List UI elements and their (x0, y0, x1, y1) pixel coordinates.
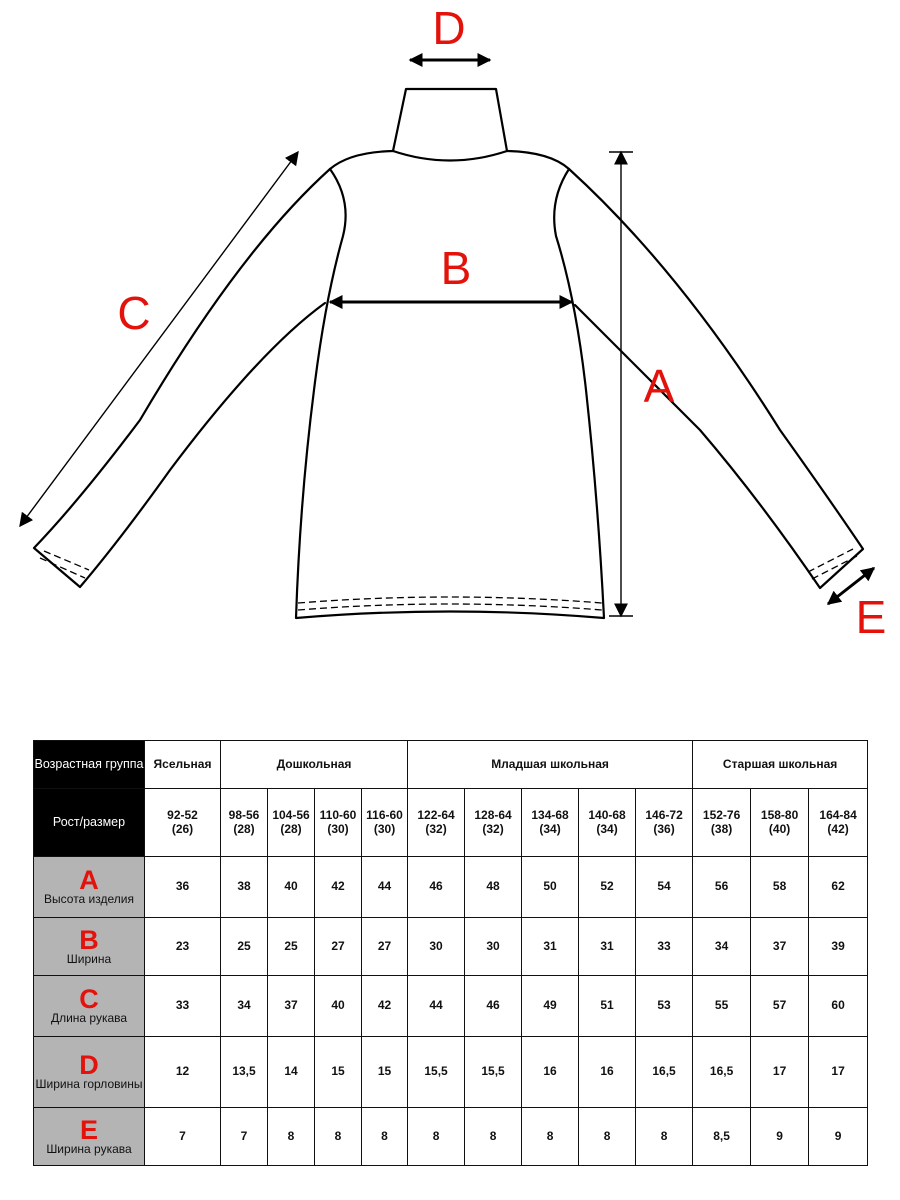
value-cell: 48 (465, 857, 522, 918)
measure-label (34, 1037, 145, 1108)
size-height: 140-68 (588, 807, 626, 822)
value-cell: 33 (145, 976, 221, 1037)
group-senior-school: Старшая школьная (693, 741, 868, 789)
value-cell: 50 (522, 857, 579, 918)
size-height: 104-56 (272, 807, 310, 822)
value-cell: 57 (751, 976, 809, 1037)
value-cell: 40 (268, 857, 315, 918)
size-number: (30) (327, 821, 349, 836)
size-row (34, 789, 868, 857)
value-cell: 8 (522, 1108, 579, 1166)
size-cell (579, 789, 636, 857)
group-row (34, 741, 868, 789)
value-cell: 54 (636, 857, 693, 918)
value-cell: 37 (751, 918, 809, 976)
size-height: 164-84 (819, 807, 857, 822)
size-table (33, 740, 868, 1166)
measure-label (34, 857, 145, 918)
measure-row-c (34, 976, 868, 1037)
value-cell: 16,5 (693, 1037, 751, 1108)
value-cell: 17 (751, 1037, 809, 1108)
value-cell: 38 (221, 857, 268, 918)
size-number: (36) (653, 821, 675, 836)
label-c: C (117, 287, 151, 339)
size-number: (34) (596, 821, 618, 836)
value-cell: 8 (268, 1108, 315, 1166)
size-number: (32) (482, 821, 504, 836)
size-number: (42) (827, 821, 849, 836)
size-cell (465, 789, 522, 857)
value-cell: 60 (809, 976, 868, 1037)
value-cell: 39 (809, 918, 868, 976)
value-cell: 52 (579, 857, 636, 918)
value-cell: 8 (579, 1108, 636, 1166)
value-cell: 62 (809, 857, 868, 918)
measure-label (34, 918, 145, 976)
size-height: 98-56 (228, 807, 260, 822)
value-cell: 46 (465, 976, 522, 1037)
age-group-label: Возрастная группа (34, 741, 145, 789)
value-cell: 25 (268, 918, 315, 976)
value-cell: 8 (465, 1108, 522, 1166)
value-cell: 31 (579, 918, 636, 976)
value-cell: 34 (693, 918, 751, 976)
measure-letter: C (79, 984, 99, 1015)
value-cell: 27 (362, 918, 408, 976)
value-cell: 27 (315, 918, 362, 976)
measure-row-e (34, 1108, 868, 1166)
value-cell: 8,5 (693, 1108, 751, 1166)
measure-row-b (34, 918, 868, 976)
label-e: E (855, 591, 887, 643)
value-cell: 56 (693, 857, 751, 918)
size-height: 134-68 (531, 807, 569, 822)
value-cell: 9 (751, 1108, 809, 1166)
value-cell: 14 (268, 1037, 315, 1108)
measure-row-a (34, 857, 868, 918)
value-cell: 15,5 (408, 1037, 465, 1108)
size-cell (221, 789, 268, 857)
size-cell (636, 789, 693, 857)
value-cell: 46 (408, 857, 465, 918)
measure-letter: E (79, 1114, 98, 1145)
size-height: 116-60 (366, 807, 403, 822)
size-height: 122-64 (417, 807, 455, 822)
label-d: D (432, 2, 466, 54)
value-cell: 58 (751, 857, 809, 918)
value-cell: 8 (408, 1108, 465, 1166)
value-cell: 36 (145, 857, 221, 918)
value-cell: 33 (636, 918, 693, 976)
size-number: (38) (710, 821, 733, 836)
size-number: (28) (280, 821, 302, 836)
size-height: 128-64 (474, 807, 512, 822)
value-cell: 49 (522, 976, 579, 1037)
value-cell: 15,5 (465, 1037, 522, 1108)
value-cell: 44 (362, 857, 408, 918)
value-cell: 8 (315, 1108, 362, 1166)
measure-label (34, 1108, 145, 1166)
value-cell: 30 (465, 918, 522, 976)
value-cell: 42 (362, 976, 408, 1037)
value-cell: 37 (268, 976, 315, 1037)
value-cell: 7 (221, 1108, 268, 1166)
value-cell: 53 (636, 976, 693, 1037)
measure-name: Ширина рукава (46, 1141, 132, 1156)
value-cell: 31 (522, 918, 579, 976)
size-height: 152-76 (702, 807, 741, 822)
value-cell: 23 (145, 918, 221, 976)
size-height: 158-80 (760, 807, 799, 822)
value-cell: 30 (408, 918, 465, 976)
group-preschool: Дошкольная (221, 741, 408, 789)
value-cell: 42 (315, 857, 362, 918)
value-cell: 44 (408, 976, 465, 1037)
value-cell: 15 (362, 1037, 408, 1108)
value-cell: 16,5 (636, 1037, 693, 1108)
size-number: (30) (373, 821, 396, 836)
value-cell: 25 (221, 918, 268, 976)
size-number: (34) (539, 821, 561, 836)
value-cell: 8 (362, 1108, 408, 1166)
value-cell: 7 (145, 1108, 221, 1166)
value-cell: 51 (579, 976, 636, 1037)
value-cell: 40 (315, 976, 362, 1037)
size-cell (408, 789, 465, 857)
measure-name: Ширина (66, 951, 112, 966)
size-number: (40) (768, 821, 791, 836)
group-junior-school: Младшая школьная (408, 741, 693, 789)
garment-outline (34, 89, 863, 618)
size-height: 146-72 (645, 807, 683, 822)
group-nursery: Ясельная (145, 741, 221, 789)
value-cell: 12 (145, 1037, 221, 1108)
size-height: 110-60 (319, 807, 357, 822)
value-cell: 8 (636, 1108, 693, 1166)
value-cell: 16 (522, 1037, 579, 1108)
stitch-lines (40, 549, 857, 610)
measure-letter: D (79, 1050, 99, 1081)
arrow-c (20, 152, 298, 526)
size-number: (26) (171, 821, 194, 836)
height-size-label: Рост/размер (34, 789, 145, 857)
size-cell (809, 789, 868, 857)
size-cell (751, 789, 809, 857)
size-cell (315, 789, 362, 857)
value-cell: 16 (579, 1037, 636, 1108)
size-cell (268, 789, 315, 857)
size-cell (693, 789, 751, 857)
measure-row-d (34, 1037, 868, 1108)
value-cell: 15 (315, 1037, 362, 1108)
size-height: 92-52 (167, 807, 198, 822)
measure-letter: B (79, 924, 99, 955)
label-a: A (643, 360, 675, 412)
label-b: B (440, 242, 472, 294)
measure-letter: A (79, 865, 99, 896)
value-cell: 34 (221, 976, 268, 1037)
size-cell (522, 789, 579, 857)
size-number: (32) (425, 821, 447, 836)
measure-label (34, 976, 145, 1037)
measure-name: Длина рукава (50, 1011, 128, 1026)
value-cell: 17 (809, 1037, 868, 1108)
size-number: (28) (233, 821, 255, 836)
measure-name: Ширина горловины (35, 1077, 143, 1092)
value-cell: 9 (809, 1108, 868, 1166)
value-cell: 13,5 (221, 1037, 268, 1108)
size-cell (362, 789, 408, 857)
value-cell: 55 (693, 976, 751, 1037)
measure-name: Высота изделия (44, 892, 134, 907)
size-cell (145, 789, 221, 857)
